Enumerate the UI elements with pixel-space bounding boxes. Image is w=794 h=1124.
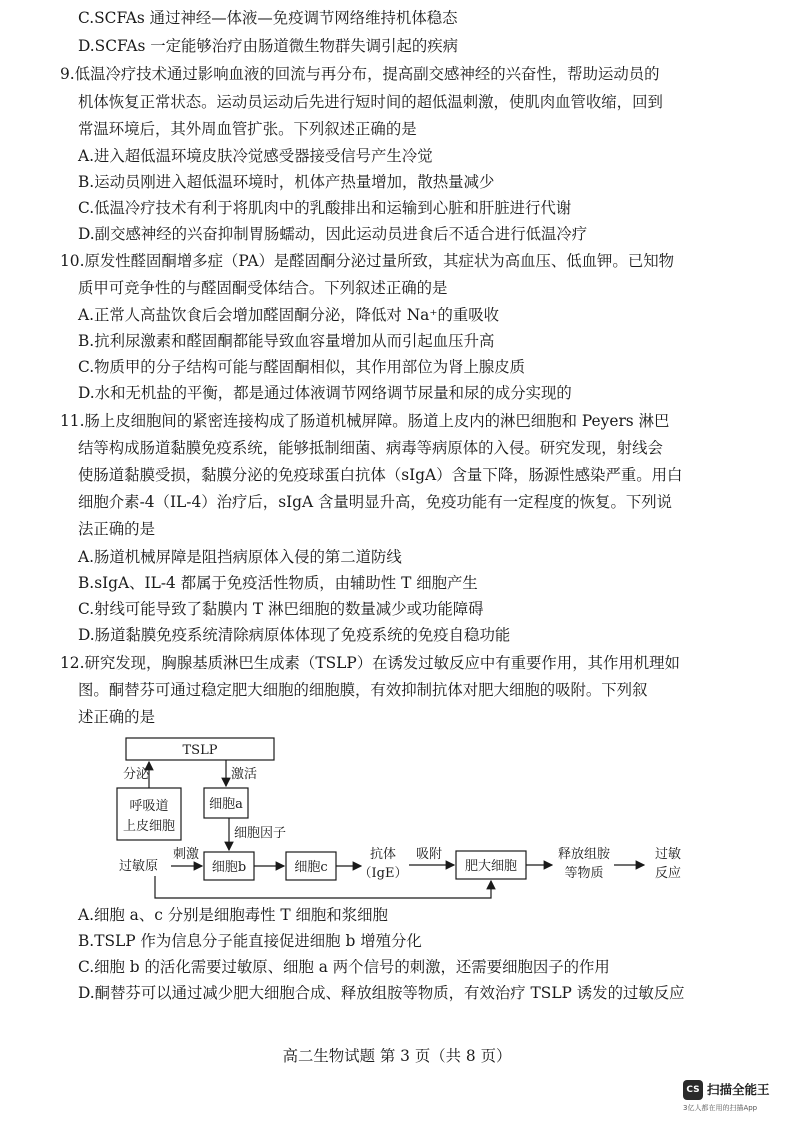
option-d-q8: D.SCFAs 一定能够治疗由肠道微生物群失调引起的疾病 (78, 37, 459, 55)
adsorb-label: 吸附 (416, 847, 443, 862)
option-d-q11: D.肠道黏膜免疫系统清除病原体体现了免疫系统的免疫自稳功能 (78, 626, 511, 644)
option-c-q11: C.射线可能导致了黏膜内 T 淋巴细胞的数量减少或功能障碍 (78, 600, 484, 618)
option-b-q9: B.运动员刚进入超低温环境时，机体产热量增加，散热量减少 (78, 173, 495, 191)
reaction-label-2: 反应 (654, 866, 682, 881)
question-11-stem-cont: 使肠道黏膜受损，黏膜分泌的免疫球蛋白抗体（sIgA）含量下降，肠源性感染严重。用白 (78, 466, 683, 484)
allergen-label: 过敏原 (119, 859, 159, 874)
question-11-stem-cont: 结等构成肠道黏膜免疫系统，能够抵制细菌、病毒等病原体的入侵。研究发现，射线会 (78, 439, 663, 457)
question-9-stem-cont: 常温环境后，其外周血管扩张。下列叙述正确的是 (78, 120, 417, 138)
option-a-q12: A.细胞 a、c 分别是细胞毒性 T 细胞和浆细胞 (78, 906, 388, 924)
mast-cell-label: 肥大细胞 (464, 859, 518, 874)
option-d-q10: D.水和无机盐的平衡，都是通过体液调节网络调节尿量和尿的成分实现的 (78, 384, 572, 402)
secrete-label: 分泌 (123, 767, 150, 782)
option-c-q8: C.SCFAs 通过神经—体液—免疫调节网络维持机体稳态 (78, 9, 458, 27)
question-11-stem: 11.肠上皮细胞间的紧密连接构成了肠道机械屏障。肠道上皮内的淋巴细胞和 Peyers 淋巴 (60, 412, 670, 430)
option-c-q10: C.物质甲的分子结构可能与醛固酮相似，其作用部位为肾上腺皮质 (78, 358, 526, 376)
option-b-q12: B.TSLP 作为信息分子能直接促进细胞 b 增殖分化 (78, 932, 422, 950)
airway-label-2: 上皮细胞 (122, 819, 176, 834)
airway-label-1: 呼吸道 (129, 799, 169, 814)
cell-c-label: 细胞c (294, 860, 328, 875)
diagram-svg (115, 734, 695, 906)
question-9-stem: 9.低温冷疗技术通过影响血液的回流与再分布，提高副交感神经的兴奋性，帮助运动员的 (60, 65, 660, 83)
tslp-label: TSLP (182, 743, 218, 758)
question-12-stem-cont: 图。酮替芬可通过稳定肥大细胞的细胞膜，有效抑制抗体对肥大细胞的吸附。下列叙 (78, 681, 648, 699)
question-12-stem-cont: 述正确的是 (78, 708, 155, 726)
option-a-q9: A.进入超低温环境皮肤冷觉感受器接受信号产生冷觉 (78, 147, 433, 165)
antibody-label-2: （IgE） (358, 866, 408, 881)
question-12-stem: 12.研究发现，胸腺基质淋巴生成素（TSLP）在诱发过敏反应中有重要作用，其作用机理如 (60, 654, 680, 672)
tslp-mechanism-diagram (115, 734, 695, 906)
cell-a-label: 细胞a (209, 797, 243, 812)
stimulate-label: 刺激 (173, 847, 200, 862)
option-a-q10: A.正常人高盐饮食后会增加醛固酮分泌，降低对 Na⁺的重吸收 (78, 306, 500, 324)
question-10-stem: 10.原发性醛固酮增多症（PA）是醛固酮分泌过量所致，其症状为高血压、低血钾。已知物 (60, 252, 674, 270)
option-a-q11: A.肠道机械屏障是阻挡病原体入侵的第二道防线 (78, 548, 402, 566)
scanner-tagline: 3亿人都在用的扫描App (683, 1104, 758, 1112)
option-d-q9: D.副交感神经的兴奋抑制胃肠蠕动，因此运动员进食后不适合进行低温冷疗 (78, 225, 588, 243)
activate-label: 激活 (231, 767, 258, 782)
release-label-1: 释放组胺 (557, 847, 611, 862)
question-11-stem-cont: 细胞介素-4（IL-4）治疗后，sIgA 含量明显升高，免疫功能有一定程度的恢复。下列说 (78, 493, 673, 511)
option-d-q12: D.酮替芬可以通过减少肥大细胞合成、释放组胺等物质，有效治疗 TSLP 诱发的过敏反应 (78, 984, 685, 1002)
cytokine-label: 细胞因子 (234, 826, 287, 841)
option-b-q11: B.sIgA、IL-4 都属于免疫活性物质，由辅助性 T 细胞产生 (78, 574, 478, 592)
question-9-stem-cont: 机体恢复正常状态。运动员运动后先进行短时间的超低温刺激，使肌肉血管收缩，回到 (78, 93, 663, 111)
question-11-stem-cont: 法正确的是 (78, 520, 155, 538)
question-10-stem-cont: 质甲可竞争性的与醛固酮受体结合。下列叙述正确的是 (78, 279, 448, 297)
antibody-label-1: 抗体 (369, 847, 397, 862)
option-c-q12: C.细胞 b 的活化需要过敏原、细胞 a 两个信号的刺激，还需要细胞因子的作用 (78, 958, 610, 976)
option-b-q10: B.抗利尿激素和醛固酮都能导致血容量增加从而引起血压升高 (78, 332, 495, 350)
reaction-label-1: 过敏 (654, 847, 682, 862)
scanner-name: 扫描全能王 (707, 1082, 770, 1097)
page-footer: 高二生物试题 第 3 页（共 8 页） (282, 1047, 512, 1065)
release-label-2: 等物质 (564, 866, 604, 881)
option-c-q9: C.低温冷疗技术有利于将肌肉中的乳酸排出和运输到心脏和肝脏进行代谢 (78, 199, 572, 217)
camscanner-logo-icon: CS (683, 1080, 703, 1100)
cell-b-label: 细胞b (211, 860, 247, 875)
